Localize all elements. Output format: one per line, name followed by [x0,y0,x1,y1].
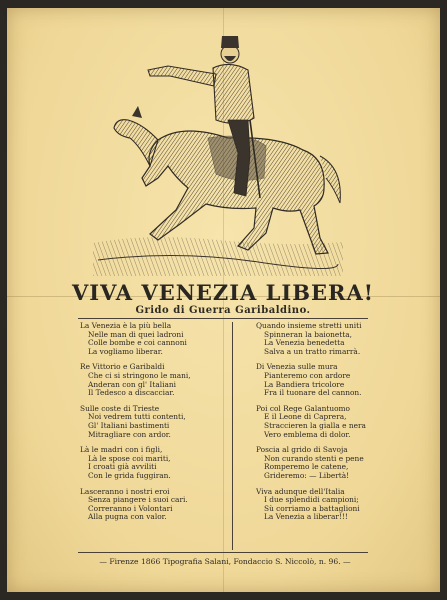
verse-line: Senza piangere i suoi cari. [88,495,188,505]
left-verse-column [80,322,240,529]
stanza [256,405,416,439]
verse-line: Correranno i Volontari [88,503,173,513]
verse-line: Romperemo le catene, [264,462,349,472]
verse-line: Gl' Italiani bastimenti [88,420,170,430]
verse-line: Spinneran la baionetta, [264,329,352,339]
printer-imprint: — Firenze 1866 Tipografia Salani, Fondaccio S. Niccolò, n. 96. — [99,557,351,566]
verse-line: E il Leone di Caprera, [264,412,347,422]
stanza [256,488,416,522]
verse-line: Vero emblema di dolor. [264,429,351,439]
verse-line: Anderan con gl' Italiani [88,379,176,389]
right-verse-column [256,322,416,529]
verse-line: Poi col Rege Galantuomo [256,403,351,413]
verse-line: Salva a un tratto rimarrà. [264,346,361,356]
footer-rule [78,552,368,553]
stanza [80,488,240,522]
verse-line: Il Tedesco a discacciar. [88,388,175,398]
verse-line: Straccieren la gialla e nera [264,420,366,430]
verse-line: Colle bombe e coi cannoni [88,338,187,348]
stanza [80,446,240,480]
verse-line: La Venezia a liberar!!! [264,512,348,522]
verse-line: Viva adunque dell'Italia [256,486,345,496]
verse-line: La Venezia è la più bella [80,321,172,330]
verse-line: Re Vittorio e Garibaldi [80,362,165,372]
stanza [80,363,240,397]
title-rule [78,318,368,319]
stanza [256,363,416,397]
verse-line: Di Venezia sulle mura [256,362,338,372]
column-divider [232,322,233,550]
verse-line: Con le grida fuggiran. [88,470,171,480]
verse-line: I croati già avviliti [88,462,157,472]
verse-line: Non curando stenti e pene [264,453,364,463]
verse-line: Noi vedrem tutti contenti, [88,412,186,422]
stanza [256,446,416,480]
verse-line: Lasceranno i nostri eroi [80,486,170,496]
verse-line: La Venezia benedetta [264,338,345,348]
stanza [80,322,240,356]
verse-line: Alla pugna con valor. [88,512,167,522]
verse-line: Quando insieme stretti uniti [256,321,362,330]
stanza [80,405,240,439]
verse-line: Sulle coste di Trieste [80,403,160,413]
verse-line: Pianteremo con ardore [264,370,351,380]
verse-line: La vogliamo liberar. [88,346,163,356]
verse-line: Mitragliare con ardor. [88,429,171,439]
broadsheet-subtitle: Grido di Guerra Garibaldino. [135,305,311,316]
verse-line: Poscia al grido di Savoja [256,445,348,455]
stanza [256,322,416,356]
verse-line: Che ci si stringono le mani, [88,370,191,380]
broadsheet-title: VIVA VENEZIA LIBERA! [72,280,374,305]
verse-line: Grideremo: — Libertà! [264,470,350,480]
verse-line: Fra il tuonare del cannon. [264,388,362,398]
verse-line: I due splendidi campioni; [264,495,359,505]
verse-line: Sù corriamo a battaglioni [264,503,360,513]
verse-line: Là le madri con i figli, [80,445,163,455]
verse-line: La Bandiera tricolore [264,379,345,389]
verse-line: Nelle man di quei ladroni [88,329,184,339]
verse-line: Là le spose coi mariti, [88,453,171,463]
garibaldi-on-horseback-engraving [88,28,348,278]
